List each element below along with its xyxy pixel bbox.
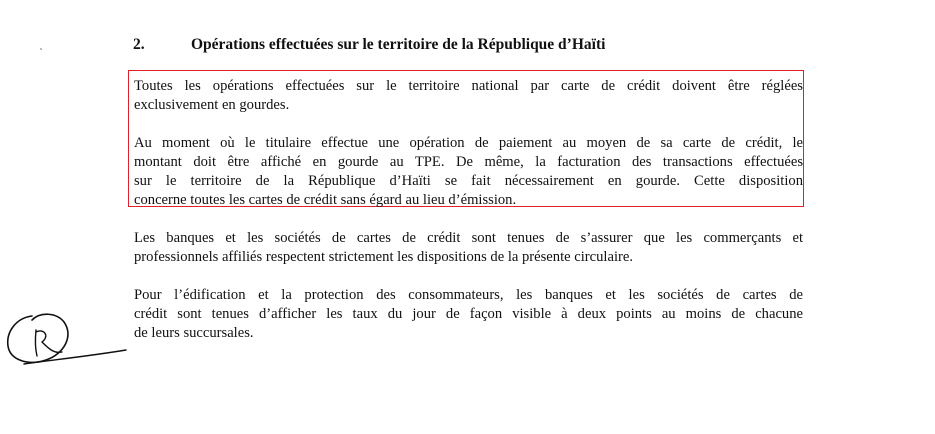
- paragraph-line: Toutes les opérations effectuées sur le territoire national par carte de crédit doivent être réglées: [134, 78, 803, 94]
- scan-speck: [40, 48, 42, 50]
- paragraph-line: Au moment où le titulaire effectue une opération de paiement au moyen de sa carte de crédit, le: [134, 135, 803, 151]
- paragraph-consumer-protection: [134, 286, 803, 343]
- paragraph-line: de leurs succursales.: [134, 325, 254, 341]
- paragraph-line: sur le territoire de la République d’Haïti se fait nécessairement en gourde. Cette disposition: [134, 173, 803, 189]
- signature-icon: [2, 308, 132, 370]
- paragraph-line: Pour l’édification et la protection des consommateurs, les banques et les sociétés de cartes de: [134, 287, 803, 303]
- paragraph-line: professionnels affiliés respectent strictement les dispositions de la présente circulaire.: [134, 249, 634, 265]
- paragraph-line: Les banques et les sociétés de cartes de crédit sont tenues de s’assurer que les commerçants et: [134, 230, 803, 246]
- section-number: 2.: [133, 36, 145, 53]
- paragraph-national-operations: [134, 77, 803, 115]
- section-title: Opérations effectuées sur le territoire de la République d’Haïti: [191, 36, 606, 53]
- paragraph-line: exclusivement en gourdes.: [134, 97, 290, 113]
- paragraph-line: crédit sont tenues d’afficher les taux du jour de façon visible à deux points au moins de chacune: [134, 306, 803, 322]
- paragraph-payment-display: [134, 134, 803, 210]
- section-heading: [133, 36, 605, 54]
- paragraph-bank-obligations: [134, 229, 803, 267]
- paragraph-line: montant doit être affiché en gourde au TPE. De même, la facturation des transactions effectuées: [134, 154, 803, 170]
- paragraph-line: concerne toutes les cartes de crédit sans égard au lieu d’émission.: [134, 192, 517, 208]
